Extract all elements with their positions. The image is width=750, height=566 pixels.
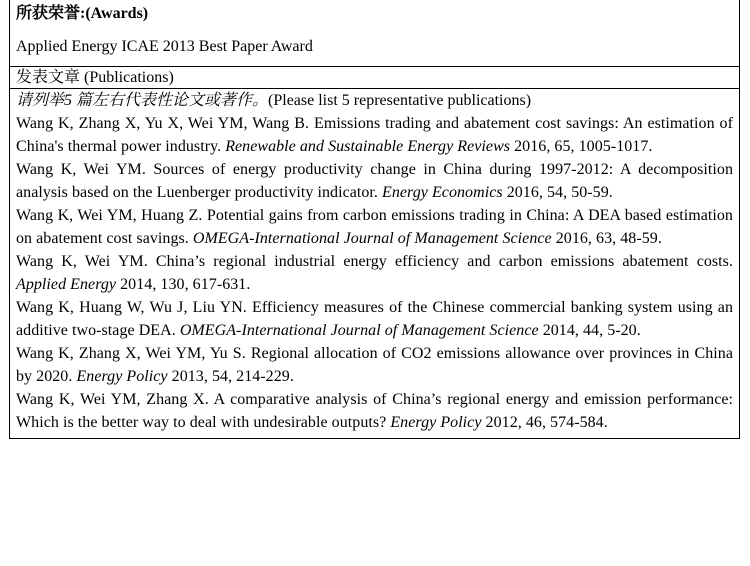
publication-details: 2016, 63, 48-59. <box>551 230 662 247</box>
instruction-cn: 请列举5 篇左右代表性论文或著作。 <box>16 92 269 109</box>
publication-details: 2012, 46, 574-584. <box>481 414 608 431</box>
publications-list <box>10 89 739 438</box>
cv-table <box>9 0 740 439</box>
publication-journal: Applied Energy <box>16 276 117 293</box>
publication-citation: Wang K, Wei YM, Zhang X. A comparative analysis of China’s regional energy and emission performance: Which is the better way to deal with undesirable outputs? <box>16 391 733 431</box>
publication-details: 2016, 65, 1005-1017. <box>510 138 653 155</box>
publication-item <box>16 204 733 250</box>
publication-citation: Wang K, Zhang X, Wei YM, Yu S. Regional allocation of CO2 emissions allowance over provinces in China by 2020. <box>16 345 733 385</box>
publication-journal: Renewable and Sustainable Energy Reviews <box>225 138 511 155</box>
publication-citation: Wang K, Wei YM, Huang Z. Potential gains from carbon emissions trading in China: A DEA based estimation on abatement cost savings. <box>16 207 733 247</box>
instruction-en: (Please list 5 representative publications) <box>268 92 532 109</box>
award-entry: Applied Energy ICAE 2013 Best Paper Award <box>16 38 313 55</box>
publication-details: 2014, 44, 5-20. <box>538 322 641 339</box>
publication-journal: Energy Policy <box>76 368 168 385</box>
publication-citation: Wang K, Zhang X, Yu X, Wei YM, Wang B. Emissions trading and abatement cost savings: An estimation of China's thermal power industry. <box>16 115 733 155</box>
publication-journal: Energy Policy <box>390 414 482 431</box>
publication-item <box>16 342 733 388</box>
publication-details: 2014, 130, 617-631. <box>116 276 251 293</box>
publication-journal: Energy Economics <box>382 184 503 201</box>
publications-heading: 发表文章 (Publications) <box>10 67 739 89</box>
awards-section <box>10 0 739 67</box>
publication-journal: OMEGA-International Journal of Management Science <box>179 322 539 339</box>
publication-item <box>16 388 733 434</box>
publication-details: 2013, 54, 214-229. <box>167 368 294 385</box>
publication-item <box>16 250 733 296</box>
awards-heading: 所获荣誉:(Awards) <box>16 5 149 22</box>
publication-citation: Wang K, Wei YM. China’s regional industrial energy efficiency and carbon emissions abatement costs. <box>16 253 733 270</box>
publication-item <box>16 112 733 158</box>
publication-citation: Wang K, Huang W, Wu J, Liu YN. Efficiency measures of the Chinese commercial banking system using an additive two-stage DEA. <box>16 299 733 339</box>
publication-details: 2016, 54, 50-59. <box>502 184 613 201</box>
publication-item <box>16 158 733 204</box>
publications-instruction <box>16 89 733 112</box>
publication-item <box>16 296 733 342</box>
publication-citation: Wang K, Wei YM. Sources of energy productivity change in China during 1997-2012: A decomposition analysis based on the Luenberger productivity indicator. <box>16 161 733 201</box>
publication-journal: OMEGA-International Journal of Management Science <box>192 230 552 247</box>
